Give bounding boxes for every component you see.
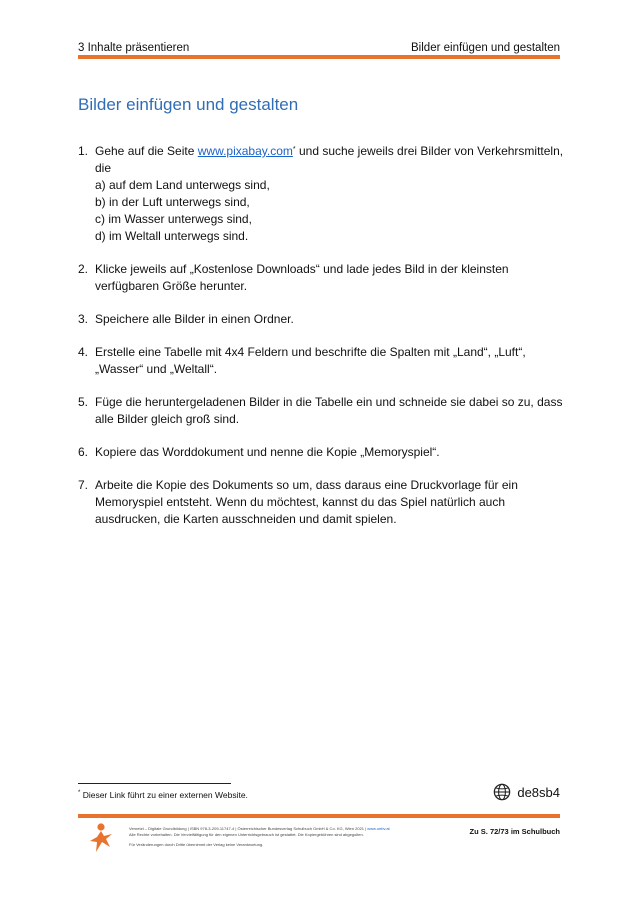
task-text: Gehe auf die Seite www.pixabay.com* und suche jeweils drei Bilder von Verkehrsmitteln, die [95,144,564,175]
task-text: Erstelle eine Tabelle mit 4x4 Feldern und beschrifte die Spalten mit „Land“, „Luft“, „Wasser“ und „Weltall“. [95,345,526,376]
legal-notice: Vernetzt – Digitale Grundbildung | ISBN 978-3-209-11747-4 | Österreichischer Bundesverlag Schulbuch GmbH & Co. KG, Wien 2021 | www.oebv.at Alle Rechte vorbehalten. Die Vervielfältigung für den eigenen Unterrichtsgebrauch ist gestattet. Die Kopiergebühren sind abgegolten. Für Veränderungen durch Dritte übernimmt der Verlag keine Verantwortung. [129,826,390,847]
task-item-4 [78,344,564,378]
task-number: 6. [78,445,89,459]
online-code [493,783,560,801]
task-number: 5. [78,395,89,409]
task-item-2 [78,261,564,295]
chapter-label: 3 Inhalte präsentieren [78,42,190,54]
task-text: Kopiere das Worddokument und nenne die Kopie „Memoryspiel“. [95,445,440,459]
task-number: 7. [78,478,89,492]
task-number: 2. [78,262,89,276]
task-item-7 [78,477,564,528]
globe-icon [493,783,511,801]
footnote [78,790,248,800]
task-subitem: a) auf dem Land unterwegs sind, [95,178,270,192]
pixabay-link[interactable]: www.pixabay.com [197,144,293,158]
task-text: Speichere alle Bilder in einen Ordner. [95,312,294,326]
page-reference: Zu S. 72/73 im Schulbuch [469,827,560,836]
publisher-logo [88,822,114,856]
task-text: Klicke jeweils auf „Kostenlose Downloads“ und lade jedes Bild in der kleinsten verfügbaren Größe herunter. [95,262,509,293]
footer-divider [78,814,560,818]
task-number: 4. [78,345,89,359]
task-subitem: b) in der Luft unterwegs sind, [95,195,250,209]
footnote-marker: * [78,790,81,796]
task-number: 3. [78,312,89,326]
task-item-3 [78,311,564,328]
section-label: Bilder einfügen und gestalten [411,42,560,54]
task-subitem: d) im Weltall unterwegs sind. [95,229,249,243]
online-code-value[interactable]: de8sb4 [517,784,560,800]
task-subitem: c) im Wasser unterwegs sind, [95,212,252,226]
publisher-link[interactable]: www.oebv.at [367,826,390,831]
task-item-1 [78,143,564,245]
task-text: Arbeite die Kopie des Dokuments so um, dass daraus eine Druckvorlage für ein Memoryspiel entsteht. Wenn du möchtest, kannst du das Spiel natürlich auch ausdrucken, die Karten ausschneiden und damit spielen. [95,478,518,526]
footnote-divider [78,783,231,784]
task-number: 1. [78,144,89,158]
task-list [78,143,564,544]
task-item-6 [78,444,564,461]
header-divider [78,55,560,59]
footnote-marker: * [292,146,296,153]
task-item-5 [78,394,564,428]
page-title: Bilder einfügen und gestalten [78,95,299,114]
page-header [78,38,560,54]
footnote-text: Dieser Link führt zu einer externen Website. [80,790,248,800]
task-text: Füge die heruntergeladenen Bilder in die Tabelle ein und schneide sie dabei so zu, dass alle Bilder gleich groß sind. [95,395,563,426]
